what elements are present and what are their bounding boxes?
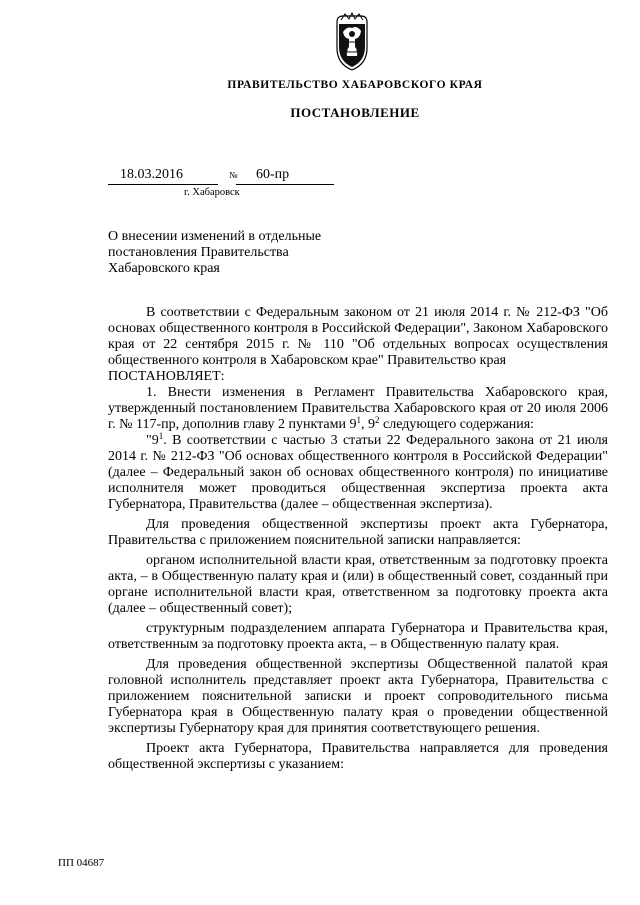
paragraph-executive-body: органом исполнительной власти края, ответственным за подготовку проекта акта, – в Общественную палату края и (или) в общественный совет, созданный при органе исполнительной власти края, ответственном за подготовку проекта акта (далее – общественный совет); bbox=[108, 553, 608, 616]
document-number: 60-пр bbox=[256, 167, 290, 182]
paragraph-public-chamber: Для проведения общественной экспертизы Общественной палатой края головной исполнитель представляет проект акта Губернатора, Правительства с приложением пояснительной записки и проект сопроводительного письма Губернатора края в Общественную палату края о проведении общественной экспертизы Губернатору края для принятия соответствующего решения. bbox=[108, 657, 608, 736]
date-number-line bbox=[108, 167, 333, 185]
preamble-paragraph: В соответствии с Федеральным законом от 21 июля 2014 г. № 212-ФЗ "Об основах общественного контроля в Российской Федерации", Законом Хабаровского края от 22 сентября 2015 г. № 110 "Об отдельных вопросах осуществления общественного контроля в Хабаровском крае" Правительство края bbox=[108, 305, 608, 368]
organization-title: ПРАВИТЕЛЬСТВО ХАБАРОВСКОГО КРАЯ bbox=[227, 79, 483, 91]
document-body bbox=[108, 305, 608, 773]
paragraph-expertise-direction: Для проведения общественной экспертизы проект акта Губернатора, Правительства с приложением пояснительной записки направляется: bbox=[108, 517, 608, 548]
number-sign: № bbox=[229, 170, 238, 180]
paragraph-project-act: Проект акта Губернатора, Правительства направляется для проведения общественной экспертизы с указанием: bbox=[108, 741, 608, 772]
city-name: г. Хабаровск bbox=[184, 187, 240, 198]
decree-word: ПОСТАНОВЛЯЕТ: bbox=[108, 369, 225, 384]
document-type: ПОСТАНОВЛЕНИЕ bbox=[290, 105, 420, 120]
coat-of-arms-icon bbox=[327, 12, 377, 74]
paragraph-item-1: 1. Внести изменения в Регламент Правительства Хабаровского края, утвержденный постановлением Правительства Хабаровского края от 20 июля 2006 г. № 117-пр, дополнив главу 2 пунктами $9^1$, $9^2$ следующего содержания: bbox=[108, 385, 608, 432]
paragraph-9-1: "$9^1$. В соответствии с частью 3 статьи 22 Федерального закона от 21 июля 2014 г. № 212-ФЗ "Об основах общественного контроля в Российской Федерации" (далее – Федеральный закон об основах общественного контроля) по инициативе исполнителя может проводиться общественная экспертиза проекта акта Губернатора, Правительства (далее – общественная экспертиза). bbox=[108, 431, 608, 512]
paragraph-structural-unit: структурным подразделением аппарата Губернатора и Правительства края, ответственным за подготовку проекта акта, – в Общественную палату края. bbox=[108, 621, 608, 652]
document-date: 18.03.2016 bbox=[120, 167, 183, 182]
date-underline bbox=[108, 184, 218, 185]
number-underline bbox=[236, 184, 334, 185]
document-subject: О внесении изменений в отдельные постановления Правительства Хабаровского края bbox=[108, 229, 322, 276]
document-code: ПП 04687 bbox=[58, 857, 105, 869]
